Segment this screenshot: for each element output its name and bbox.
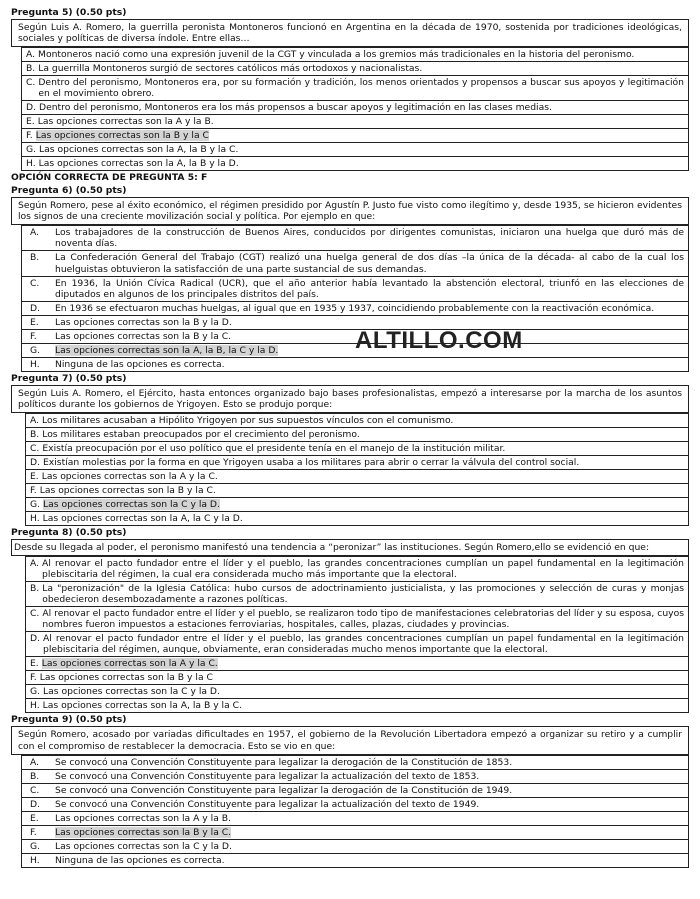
option-d: D. En 1936 se efectuaron muchas huelgas, al igual que en 1935 y 1937, coincidiendo probablemente con la reactivación económica.: [22, 301, 688, 315]
option-c: C. Se convocó una Convención Constituyente para legalizar la derogación de la Constitución de 1949.: [22, 783, 688, 797]
option-c: C. Existía preocupación por el uso político que el presidente tenía en el manejo de la institución militar.: [26, 441, 688, 455]
option-b: B. La Confederación General del Trabajo (CGT) realizó una huelga general de dos días –la única de la década- al cabo de la cual los huelguistas obtuvieron la satisfacción de una parte sustancial de sus demandas.: [22, 250, 688, 275]
option-b: B. La guerrilla Montoneros surgió de sectores católicos más ortodoxos y nacionalistas.: [22, 61, 688, 75]
option-a: A. Los militares acusaban a Hipólito Yrigoyen por sus supuestos vínculos con el comunismo.: [26, 413, 688, 427]
option-a: A. Montoneros nació como una expresión juvenil de la CGT y vinculada a los gremios más tradicionales en la historia del peronismo.: [22, 47, 688, 61]
options-list: [25, 413, 689, 526]
option-g: G. Las opciones correctas son la C y la D.: [22, 839, 688, 853]
option-b: B. Los militares estaban preocupados por el crecimiento del peronismo.: [26, 427, 688, 441]
option-c: C. En 1936, la Unión Cívica Radical (UCR), que el año anterior había levantado la abstención electoral, triunfó en las elecciones de diputados en algunos de los principales distritos del país.: [22, 276, 688, 301]
option-d: D. Existían molestias por la forma en que Yrigoyen usaba a los militares para abrir o cerrar la válvula del control social.: [26, 455, 688, 469]
options-list: [21, 47, 689, 171]
question-9: [11, 713, 689, 867]
option-f: F. Las opciones correctas son la B y la C.: [26, 483, 688, 497]
option-f-selected: F. Las opciones correctas son la B y la C.: [22, 825, 688, 839]
question-stem: Desde su llegada al poder, el peronismo manifestó una tendencia a “peronizar” las instituciones. Según Romero,ello se evidenció en que:: [11, 539, 689, 556]
question-stem: Según Luis A. Romero, el Ejército, hasta entonces organizado bajo bases profesionalistas, empezó a interesarse por la marcha de los asuntos políticos durante los gobiernos de Yrigoyen. Esto se produjo porque:: [11, 385, 689, 413]
option-g-selected: G. Las opciones correctas son la C y la D.: [26, 497, 688, 511]
option-a: A. Al renovar el pacto fundador entre el líder y el pueblo, las grandes concentraciones cumplían un papel fundamental en la legitimación plebiscitaria del régimen, la cual era considerada mucho más importante que la electoral.: [26, 556, 688, 581]
option-e: E. Las opciones correctas son la A y la C.: [26, 469, 688, 483]
options-list: [21, 755, 689, 868]
option-d: D. Dentro del peronismo, Montoneros era los más propensos a buscar apoyos y legitimación en las clases medias.: [22, 100, 688, 114]
question-title: Pregunta 8) (0.50 pts): [11, 527, 127, 539]
option-h: H. Las opciones correctas son la A, la B y la C.: [26, 698, 688, 712]
option-h: H. Las opciones correctas son la A, la B y la D.: [22, 156, 688, 170]
option-d: D. Al renovar el pacto fundador entre el líder y el pueblo, las grandes concentraciones cumplían un papel fundamental en la legitimación plebiscitaria del régimen, aunque, obviamente, eran consideradas mucho menos importante que la electoral.: [26, 631, 688, 656]
question-stem: Según Romero, pese al éxito económico, el régimen presidido por Agustín P. Justo fue visto como ilegítimo y, desde 1935, se hicieron evidentes los signos de una creciente movilización social y política. Por ejemplo en que:: [11, 197, 689, 225]
option-h: H. Ninguna de las opciones es correcta.: [22, 357, 688, 371]
question-title: Pregunta 7) (0.50 pts): [11, 372, 127, 384]
option-e: E. Las opciones correctas son la A y la B.: [22, 114, 688, 128]
question-title: Pregunta 6) (0.50 pts): [11, 185, 127, 197]
option-c: C. Al renovar el pacto fundador entre el líder y el pueblo, se realizaron todo tipo de manifestaciones celebratorias del líder y su esposa, cuyos nombres fueron impuestos a estaciones ferroviarias, hospitales, calles, plazas, ciudades y provincias.: [26, 606, 688, 631]
watermark: ALTILLO.COM: [355, 327, 523, 354]
option-f-selected: F. Las opciones correctas son la B y la C: [22, 128, 688, 142]
option-h: H. Las opciones correctas son la A, la C y la D.: [26, 511, 688, 525]
option-c: C. Dentro del peronismo, Montoneros era, por su formación y tradición, los menos orientados y propensos a buscar sus apoyos y legitimación en el movimiento obrero.: [22, 75, 688, 100]
option-d: D. Se convocó una Convención Constituyente para legalizar la actualización del texto de 1949.: [22, 797, 688, 811]
question-5: [11, 6, 689, 184]
option-g: G. Las opciones correctas son la C y la D.: [26, 684, 688, 698]
correct-answer-note: OPCIÓN CORRECTA DE PREGUNTA 5: F: [11, 172, 208, 184]
option-a: A. Los trabajadores de la construcción de Buenos Aires, conducidos por dirigentes comunistas, iniciaron una huelga que duró más de noventa días.: [22, 225, 688, 250]
question-title: Pregunta 9) (0.50 pts): [11, 714, 127, 726]
question-7: [11, 372, 689, 526]
option-f: F. Las opciones correctas son la B y la C: [26, 670, 688, 684]
option-b: B. Se convocó una Convención Constituyente para legalizar la actualización del texto de 1853.: [22, 769, 688, 783]
option-g-selected: G. Las opciones correctas son la A, la B, la C y la D.: [22, 343, 688, 357]
option-e-selected: E. Las opciones correctas son la A y la C.: [26, 656, 688, 670]
option-b: B. La "peronización" de la Iglesia Católica: hubo cursos de adoctrinamiento justicialista, y las promociones y selección de curas y monjas obedecieron desembozadamente a razones políticas.: [26, 581, 688, 606]
question-title: Pregunta 5) (0.50 pts): [11, 7, 127, 18]
option-a: A. Se convocó una Convención Constituyente para legalizar la derogación de la Constitución de 1853.: [22, 755, 688, 769]
question-8: [11, 526, 689, 713]
options-list: [25, 556, 689, 713]
question-6: [11, 184, 689, 371]
option-g: G. Las opciones correctas son la A, la B y la C.: [22, 142, 688, 156]
question-stem: Según Romero, acosado por variadas dificultades en 1957, el gobierno de la Revolución Libertadora empezó a organizar su retiro y a cumplir con el compromiso de restablecer la democracia. Esto se vio en que:: [11, 726, 689, 754]
option-h: H. Ninguna de las opciones es correcta.: [22, 853, 688, 867]
option-e: E. Las opciones correctas son la B y la D.: [22, 315, 688, 329]
option-e: E. Las opciones correctas son la A y la B.: [22, 811, 688, 825]
exam-document: [11, 6, 689, 868]
question-stem: Según Luis A. Romero, la guerrilla peronista Montoneros funcionó en Argentina en la década de 1970, sostenida por tradiciones ideológicas, sociales y políticas de diversa índole. Entre ellas…: [11, 19, 689, 47]
option-f: F. Las opciones correctas son la B y la C.: [22, 329, 688, 343]
